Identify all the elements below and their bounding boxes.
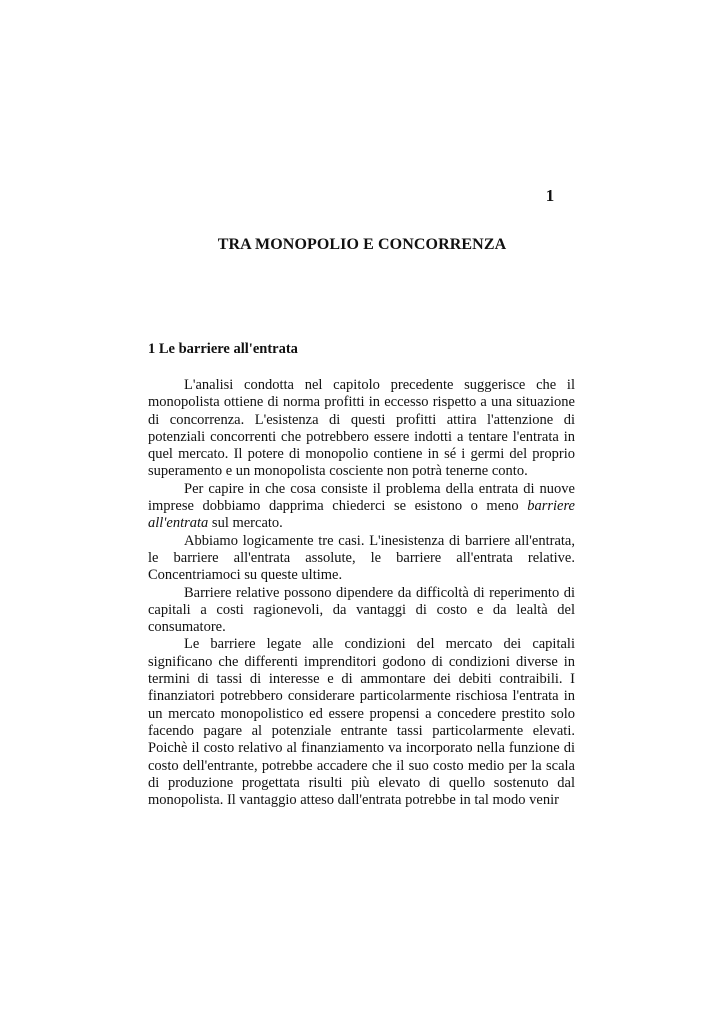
paragraph-2-emphasis: barriere all'entrata — [148, 498, 575, 532]
paragraph-2-before: Per capire in che cosa consiste il problema della entrata di nuove imprese dobbiamo dapprima chiederci se esistono o meno — [148, 480, 575, 515]
paragraph-2 — [148, 481, 575, 533]
paragraph-3: Abbiamo logicamente tre casi. L'inesistenza di barriere all'entrata, le barriere all'entrata assolute, le barriere all'entrata relative. Concentriamoci su queste ultime. — [148, 532, 575, 584]
paragraph-5: Le barriere legate alle condizioni del mercato dei capitali significano che differenti imprenditori godono di condizioni diverse in termini di tassi di interesse e di ammontare dei debiti contraibili. I finanziatori potrebbero considerare particolarmente rischiosa l'entrata in un mercato monopolistico ed essere propensi a concedere prestito solo facendo pagare al potenziale entrante tassi particolarmente elevati. Poichè il costo relativo al finanziamento va incorporato nella funzione di costo dell'entrante, potrebbe accadere che il suo costo medio per la scala di produzione progettata risulti più elevato di quello sostenuto dal monopolista. Il vantaggio atteso dall'entrata potrebbe in tal modo venir — [148, 636, 575, 809]
chapter-title: TRA MONOPOLIO E CONCORRENZA — [217, 236, 507, 253]
paragraph-2-after: sul mercato. — [208, 515, 283, 532]
paragraph-1: L'analisi condotta nel capitolo precedente suggerisce che il monopolista ottiene di norma profitti in eccesso rispetto a una situazione di concorrenza. L'esistenza di questi profitti attira l'attenzione di potenziali concorrenti che potrebbero essere indotti a tentare l'entrata in quel mercato. Il potere di monopolio contiene in sé i germi del proprio superamento e un monopolista cosciente non potrà tenerne conto. — [148, 377, 575, 480]
chapter-number: 1 — [545, 186, 555, 205]
section-heading: 1 Le barriere all'entrata — [148, 341, 298, 357]
body-text — [148, 377, 575, 809]
paragraph-4: Barriere relative possono dipendere da difficoltà di reperimento di capitali a costi ragionevoli, da vantaggi di costo e da lealtà del consumatore. — [148, 584, 575, 636]
